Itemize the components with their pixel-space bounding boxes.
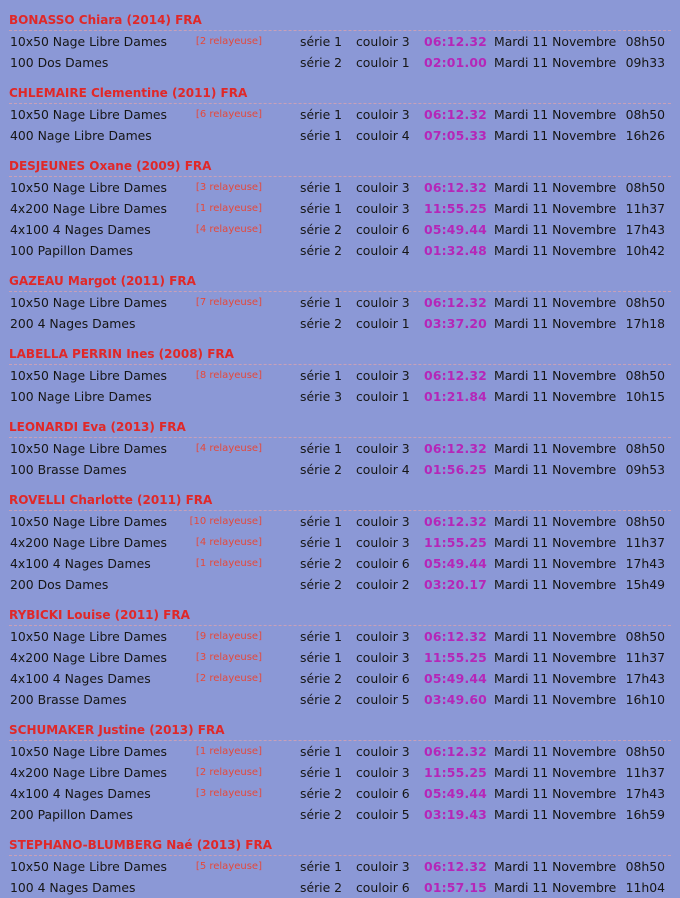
event-hour: 16h26: [625, 128, 665, 143]
event-name: 100 4 Nages Dames: [10, 880, 136, 895]
heat-number: série 1: [300, 441, 343, 456]
swimmer-entry: [0, 73, 680, 146]
event-date: Mardi 11 Novembre: [494, 807, 617, 822]
entry-time: 03:20.17: [424, 577, 487, 592]
heat-number: série 2: [300, 55, 343, 70]
event-row: [0, 532, 680, 553]
event-row: [0, 104, 680, 125]
relay-position: [2 relayeuse]: [195, 36, 262, 47]
entry-time: 01:21.84: [424, 389, 487, 404]
event-hour: 08h50: [625, 368, 665, 383]
relay-position: [2 relayeuse]: [195, 767, 262, 778]
heat-number: série 1: [300, 765, 343, 780]
event-name: 10x50 Nage Libre Dames: [10, 859, 167, 874]
swimmer-events: [0, 626, 680, 710]
event-date: Mardi 11 Novembre: [494, 368, 617, 383]
lane-number: couloir 6: [356, 556, 410, 571]
event-hour: 17h43: [625, 786, 665, 801]
event-name: 10x50 Nage Libre Dames: [10, 744, 167, 759]
heat-number: série 1: [300, 201, 343, 216]
event-row: [0, 856, 680, 877]
event-row: [0, 125, 680, 146]
relay-position: [1 relayeuse]: [195, 746, 262, 757]
event-row: [0, 52, 680, 73]
event-row: [0, 198, 680, 219]
lane-number: couloir 1: [356, 316, 410, 331]
heat-number: série 1: [300, 744, 343, 759]
event-date: Mardi 11 Novembre: [494, 34, 617, 49]
heat-number: série 2: [300, 671, 343, 686]
event-hour: 08h50: [625, 180, 665, 195]
swimmer-name[interactable]: GAZEAU Margot (2011) FRA: [9, 261, 671, 292]
lane-number: couloir 2: [356, 577, 410, 592]
event-hour: 08h50: [625, 107, 665, 122]
lane-number: couloir 4: [356, 128, 410, 143]
lane-number: couloir 3: [356, 180, 410, 195]
swimmer-entry: [0, 407, 680, 480]
lane-number: couloir 1: [356, 55, 410, 70]
heat-number: série 2: [300, 462, 343, 477]
entry-time: 06:12.32: [424, 441, 487, 456]
heat-number: série 3: [300, 389, 343, 404]
event-date: Mardi 11 Novembre: [494, 692, 617, 707]
event-name: 4x100 4 Nages Dames: [10, 786, 151, 801]
swimmer-events: [0, 177, 680, 261]
event-name: 10x50 Nage Libre Dames: [10, 629, 167, 644]
event-date: Mardi 11 Novembre: [494, 441, 617, 456]
event-row: [0, 741, 680, 762]
event-name: 200 Dos Dames: [10, 577, 109, 592]
lane-number: couloir 3: [356, 535, 410, 550]
entry-time: 06:12.32: [424, 180, 487, 195]
event-row: [0, 292, 680, 313]
event-date: Mardi 11 Novembre: [494, 577, 617, 592]
swimmer-events: [0, 31, 680, 73]
heat-number: série 1: [300, 859, 343, 874]
heat-number: série 1: [300, 629, 343, 644]
heat-number: série 2: [300, 786, 343, 801]
swimmer-events: [0, 292, 680, 334]
event-hour: 10h42: [625, 243, 665, 258]
entry-time: 05:49.44: [424, 556, 487, 571]
entry-time: 06:12.32: [424, 629, 487, 644]
entry-time: 11:55.25: [424, 201, 487, 216]
heat-number: série 2: [300, 577, 343, 592]
swimmer-name[interactable]: BONASSO Chiara (2014) FRA: [9, 0, 671, 31]
swimmer-entry: [0, 595, 680, 710]
heat-number: série 1: [300, 34, 343, 49]
swimmer-name[interactable]: LABELLA PERRIN Ines (2008) FRA: [9, 334, 671, 365]
event-name: 10x50 Nage Libre Dames: [10, 34, 167, 49]
swimmer-entry: [0, 480, 680, 595]
event-name: 10x50 Nage Libre Dames: [10, 368, 167, 383]
lane-number: couloir 3: [356, 650, 410, 665]
event-date: Mardi 11 Novembre: [494, 650, 617, 665]
event-name: 200 Brasse Dames: [10, 692, 127, 707]
entry-time: 06:12.32: [424, 859, 487, 874]
event-name: 10x50 Nage Libre Dames: [10, 107, 167, 122]
heat-number: série 1: [300, 514, 343, 529]
event-hour: 08h50: [625, 441, 665, 456]
event-hour: 11h04: [625, 880, 665, 895]
event-row: [0, 553, 680, 574]
heat-number: série 2: [300, 222, 343, 237]
relay-position: [9 relayeuse]: [195, 631, 262, 642]
event-name: 10x50 Nage Libre Dames: [10, 441, 167, 456]
event-row: [0, 177, 680, 198]
event-name: 4x200 Nage Libre Dames: [10, 765, 167, 780]
swimmer-events: [0, 104, 680, 146]
heat-number: série 1: [300, 180, 343, 195]
event-date: Mardi 11 Novembre: [494, 243, 617, 258]
event-name: 100 Papillon Dames: [10, 243, 133, 258]
lane-number: couloir 4: [356, 462, 410, 477]
heat-number: série 1: [300, 535, 343, 550]
event-row: [0, 313, 680, 334]
event-date: Mardi 11 Novembre: [494, 128, 617, 143]
swimmer-entry: [0, 146, 680, 261]
relay-position: [4 relayeuse]: [195, 224, 262, 235]
event-date: Mardi 11 Novembre: [494, 389, 617, 404]
swimmer-entry: [0, 0, 680, 73]
event-hour: 09h53: [625, 462, 665, 477]
event-date: Mardi 11 Novembre: [494, 514, 617, 529]
event-name: 10x50 Nage Libre Dames: [10, 180, 167, 195]
relay-position: [5 relayeuse]: [195, 861, 262, 872]
swimmer-events: [0, 365, 680, 407]
heat-number: série 2: [300, 556, 343, 571]
entry-time: 05:49.44: [424, 786, 487, 801]
event-hour: 11h37: [625, 201, 665, 216]
event-row: [0, 386, 680, 407]
entry-time: 06:12.32: [424, 34, 487, 49]
event-hour: 08h50: [625, 744, 665, 759]
event-date: Mardi 11 Novembre: [494, 55, 617, 70]
event-hour: 11h37: [625, 650, 665, 665]
entry-time: 06:12.32: [424, 107, 487, 122]
entry-time: 11:55.25: [424, 535, 487, 550]
lane-number: couloir 6: [356, 671, 410, 686]
event-name: 4x100 4 Nages Dames: [10, 222, 151, 237]
event-hour: 17h18: [625, 316, 665, 331]
event-date: Mardi 11 Novembre: [494, 671, 617, 686]
event-row: [0, 626, 680, 647]
entry-time: 01:32.48: [424, 243, 487, 258]
event-name: 4x200 Nage Libre Dames: [10, 535, 167, 550]
event-hour: 15h49: [625, 577, 665, 592]
event-row: [0, 438, 680, 459]
event-row: [0, 762, 680, 783]
entry-time: 02:01.00: [424, 55, 487, 70]
entry-time: 07:05.33: [424, 128, 487, 143]
event-row: [0, 459, 680, 480]
event-row: [0, 240, 680, 261]
heat-number: série 1: [300, 107, 343, 122]
entry-time: 06:12.32: [424, 744, 487, 759]
event-row: [0, 689, 680, 710]
event-name: 200 4 Nages Dames: [10, 316, 136, 331]
relay-position: [3 relayeuse]: [195, 652, 262, 663]
event-hour: 17h43: [625, 671, 665, 686]
event-hour: 09h33: [625, 55, 665, 70]
event-date: Mardi 11 Novembre: [494, 859, 617, 874]
event-hour: 17h43: [625, 556, 665, 571]
event-hour: 10h15: [625, 389, 665, 404]
relay-position: [8 relayeuse]: [195, 370, 262, 381]
relay-position: [10 relayeuse]: [189, 516, 262, 527]
lane-number: couloir 3: [356, 765, 410, 780]
event-hour: 08h50: [625, 295, 665, 310]
entry-time: 03:49.60: [424, 692, 487, 707]
swimmer-name[interactable]: CHLEMAIRE Clementine (2011) FRA: [9, 73, 671, 104]
swimmer-name[interactable]: DESJEUNES Oxane (2009) FRA: [9, 146, 671, 177]
event-date: Mardi 11 Novembre: [494, 180, 617, 195]
entry-time: 01:56.25: [424, 462, 487, 477]
event-date: Mardi 11 Novembre: [494, 629, 617, 644]
event-name: 100 Nage Libre Dames: [10, 389, 152, 404]
heat-number: série 2: [300, 807, 343, 822]
lane-number: couloir 3: [356, 295, 410, 310]
swimmer-name[interactable]: ROVELLI Charlotte (2011) FRA: [9, 480, 671, 511]
entry-time: 05:49.44: [424, 222, 487, 237]
event-row: [0, 877, 680, 898]
relay-position: [3 relayeuse]: [195, 182, 262, 193]
relay-position: [3 relayeuse]: [195, 788, 262, 799]
event-row: [0, 804, 680, 825]
entry-time: 06:12.32: [424, 368, 487, 383]
event-hour: 16h59: [625, 807, 665, 822]
lane-number: couloir 3: [356, 368, 410, 383]
swimmer-entry: [0, 334, 680, 407]
lane-number: couloir 6: [356, 786, 410, 801]
heat-number: série 2: [300, 316, 343, 331]
event-row: [0, 511, 680, 532]
event-date: Mardi 11 Novembre: [494, 316, 617, 331]
event-date: Mardi 11 Novembre: [494, 786, 617, 801]
entry-time: 03:37.20: [424, 316, 487, 331]
entry-time: 03:19.43: [424, 807, 487, 822]
lane-number: couloir 4: [356, 243, 410, 258]
event-name: 4x200 Nage Libre Dames: [10, 201, 167, 216]
swimmer-name[interactable]: LEONARDI Eva (2013) FRA: [9, 407, 671, 438]
lane-number: couloir 3: [356, 629, 410, 644]
lane-number: couloir 6: [356, 880, 410, 895]
event-hour: 08h50: [625, 514, 665, 529]
event-name: 4x100 4 Nages Dames: [10, 671, 151, 686]
lane-number: couloir 5: [356, 692, 410, 707]
entry-time: 05:49.44: [424, 671, 487, 686]
event-row: [0, 668, 680, 689]
event-hour: 16h10: [625, 692, 665, 707]
event-date: Mardi 11 Novembre: [494, 295, 617, 310]
relay-position: [1 relayeuse]: [195, 558, 262, 569]
swimmer-entry: [0, 825, 680, 898]
event-hour: 11h37: [625, 535, 665, 550]
event-name: 10x50 Nage Libre Dames: [10, 514, 167, 529]
heat-number: série 1: [300, 295, 343, 310]
relay-position: [1 relayeuse]: [195, 203, 262, 214]
lane-number: couloir 3: [356, 107, 410, 122]
entry-time: 06:12.32: [424, 514, 487, 529]
swimmer-events: [0, 741, 680, 825]
heat-number: série 2: [300, 243, 343, 258]
event-row: [0, 647, 680, 668]
lane-number: couloir 3: [356, 201, 410, 216]
heat-number: série 1: [300, 368, 343, 383]
swimmer-entry: [0, 261, 680, 334]
event-name: 200 Papillon Dames: [10, 807, 133, 822]
event-date: Mardi 11 Novembre: [494, 201, 617, 216]
event-date: Mardi 11 Novembre: [494, 744, 617, 759]
event-date: Mardi 11 Novembre: [494, 222, 617, 237]
swimmer-entry: [0, 710, 680, 825]
event-hour: 11h37: [625, 765, 665, 780]
event-name: 10x50 Nage Libre Dames: [10, 295, 167, 310]
event-hour: 08h50: [625, 34, 665, 49]
lane-number: couloir 1: [356, 389, 410, 404]
event-hour: 08h50: [625, 629, 665, 644]
relay-position: [2 relayeuse]: [195, 673, 262, 684]
entry-time: 11:55.25: [424, 650, 487, 665]
swimmer-name[interactable]: RYBICKI Louise (2011) FRA: [9, 595, 671, 626]
event-date: Mardi 11 Novembre: [494, 765, 617, 780]
event-row: [0, 365, 680, 386]
relay-position: [7 relayeuse]: [195, 297, 262, 308]
heat-number: série 2: [300, 880, 343, 895]
swimmer-events: [0, 856, 680, 898]
event-date: Mardi 11 Novembre: [494, 107, 617, 122]
relay-position: [6 relayeuse]: [195, 109, 262, 120]
lane-number: couloir 3: [356, 441, 410, 456]
lane-number: couloir 3: [356, 34, 410, 49]
event-row: [0, 31, 680, 52]
entry-time: 11:55.25: [424, 765, 487, 780]
event-date: Mardi 11 Novembre: [494, 880, 617, 895]
entry-time: 01:57.15: [424, 880, 487, 895]
lane-number: couloir 3: [356, 744, 410, 759]
event-row: [0, 574, 680, 595]
lane-number: couloir 6: [356, 222, 410, 237]
event-row: [0, 783, 680, 804]
swimmer-name[interactable]: SCHUMAKER Justine (2013) FRA: [9, 710, 671, 741]
event-hour: 17h43: [625, 222, 665, 237]
event-row: [0, 219, 680, 240]
lane-number: couloir 3: [356, 514, 410, 529]
heat-number: série 1: [300, 650, 343, 665]
event-date: Mardi 11 Novembre: [494, 462, 617, 477]
event-name: 100 Dos Dames: [10, 55, 109, 70]
lane-number: couloir 5: [356, 807, 410, 822]
heat-number: série 1: [300, 128, 343, 143]
event-date: Mardi 11 Novembre: [494, 556, 617, 571]
lane-number: couloir 3: [356, 859, 410, 874]
relay-position: [4 relayeuse]: [195, 537, 262, 548]
event-name: 4x100 4 Nages Dames: [10, 556, 151, 571]
event-name: 100 Brasse Dames: [10, 462, 127, 477]
event-name: 4x200 Nage Libre Dames: [10, 650, 167, 665]
entry-time: 06:12.32: [424, 295, 487, 310]
relay-position: [4 relayeuse]: [195, 443, 262, 454]
event-date: Mardi 11 Novembre: [494, 535, 617, 550]
event-name: 400 Nage Libre Dames: [10, 128, 152, 143]
heat-number: série 2: [300, 692, 343, 707]
swimmer-name[interactable]: STEPHANO-BLUMBERG Naé (2013) FRA: [9, 825, 671, 856]
event-hour: 08h50: [625, 859, 665, 874]
swimmer-events: [0, 511, 680, 595]
swimmer-events: [0, 438, 680, 480]
